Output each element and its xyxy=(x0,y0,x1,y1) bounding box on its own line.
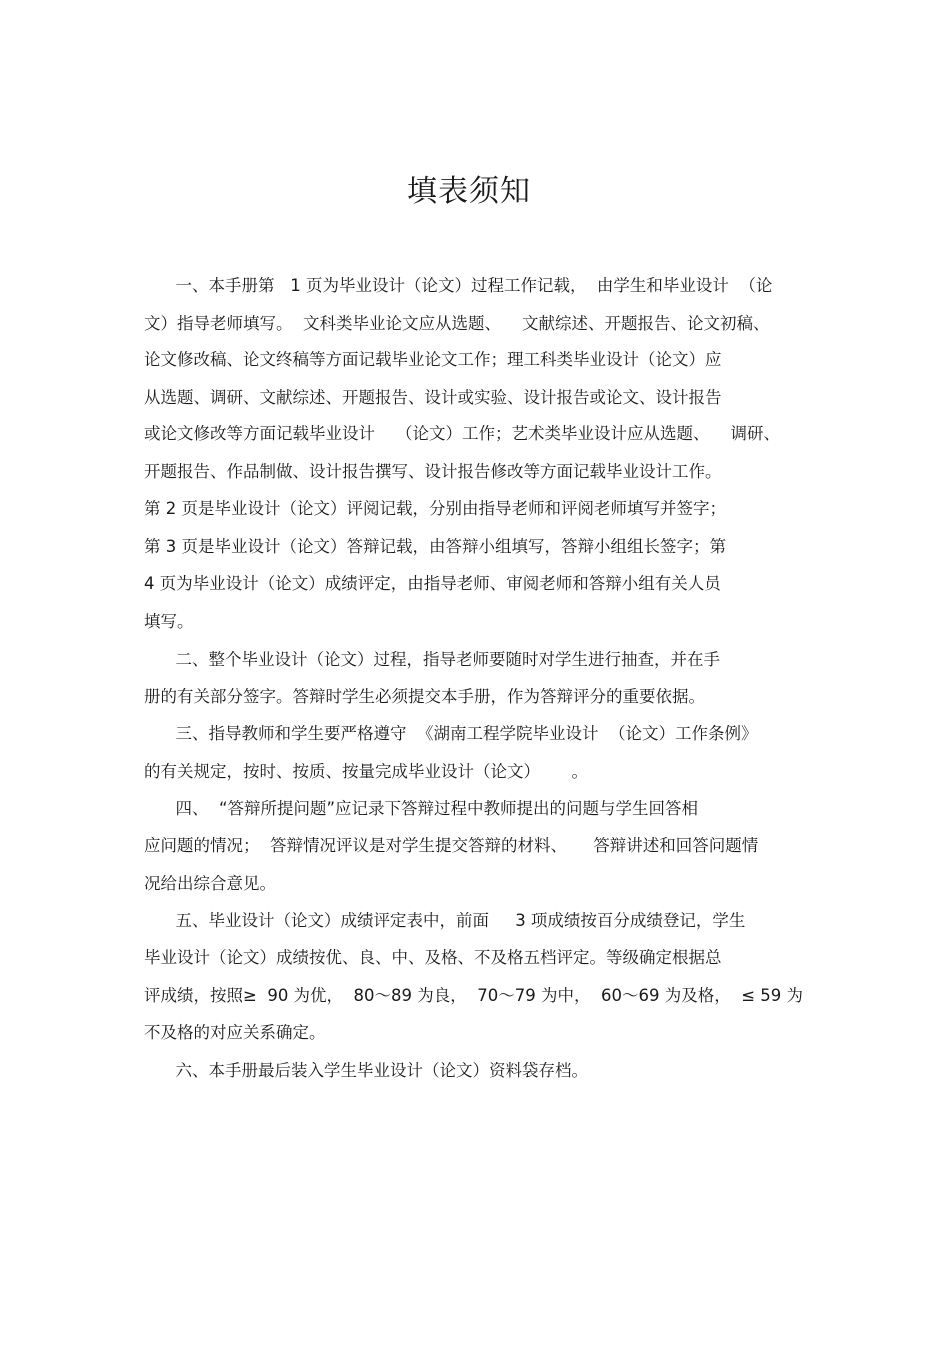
text-line: 第 3 页是毕业设计（论文）答辩记载，由答辩小组填写，答辩小组组长签字；第 xyxy=(144,537,726,556)
text-line: 五、毕业设计（论文）成绩评定表中，前面 3 项成绩按百分成绩登记，学生 xyxy=(144,911,746,930)
text-line: 填写。 xyxy=(144,612,194,631)
text-line: 论文修改稿、论文终稿等方面记载毕业论文工作；理工科类毕业设计（论文）应 xyxy=(144,350,722,369)
text-line: 册的有关部分签字。答辩时学生必须提交本手册，作为答辩评分的重要依据。 xyxy=(144,687,705,706)
page-title: 填表须知 xyxy=(407,174,531,209)
text-line: 开题报告、作品制做、设计报告撰写、设计报告修改等方面记载毕业设计工作。 xyxy=(144,462,722,481)
text-line: 不及格的对应关系确定。 xyxy=(144,1023,326,1042)
text-line: 毕业设计（论文）成绩按优、良、中、及格、不及格五档评定。等级确定根据总 xyxy=(144,948,722,967)
text-line: 一、本手册第 1 页为毕业设计（论文）过程工作记载， 由学生和毕业设计 （论 xyxy=(144,276,773,295)
text-line: 4 页为毕业设计（论文）成绩评定，由指导老师、审阅老师和答辩小组有关人员 xyxy=(144,574,721,593)
text-line: 六、本手册最后装入学生毕业设计（论文）资料袋存档。 xyxy=(144,1061,588,1080)
text-line: 况给出综合意见。 xyxy=(144,874,276,893)
text-line: 应问题的情况； 答辩情况评议是对学生提交答辩的材料、 答辩讲述和回答问题情 xyxy=(144,836,759,855)
text-line: 或论文修改等方面记载毕业设计 （论文）工作；艺术类毕业设计应从选题、 调研、 xyxy=(144,424,780,443)
text-line: 评成绩，按照≥ 90 为优， 80～89 为良， 70～79 为中， 60～69 为及格， ≤ 59 为 xyxy=(144,986,804,1005)
text-line: 四、 “答辩所提问题”应记录下答辩过程中教师提出的问题与学生回答相 xyxy=(144,799,699,818)
text-line: 二、整个毕业设计（论文）过程，指导老师要随时对学生进行抽查，并在手 xyxy=(144,650,720,669)
text-line: 三、指导教师和学生要严格遵守 《湖南工程学院毕业设计 （论文）工作条例》 xyxy=(144,724,758,743)
text-line: 文）指导老师填写。 文科类毕业论文应从选题、 文献综述、开题报告、论文初稿、 xyxy=(144,314,770,333)
text-line: 的有关规定，按时、按质、按量完成毕业设计（论文） 。 xyxy=(144,762,588,781)
text-line: 从选题、调研、文献综述、开题报告、设计或实验、设计报告或论文、设计报告 xyxy=(144,388,722,407)
text-line: 第 2 页是毕业设计（论文）评阅记载，分别由指导老师和评阅老师填写并签字； xyxy=(144,499,726,518)
